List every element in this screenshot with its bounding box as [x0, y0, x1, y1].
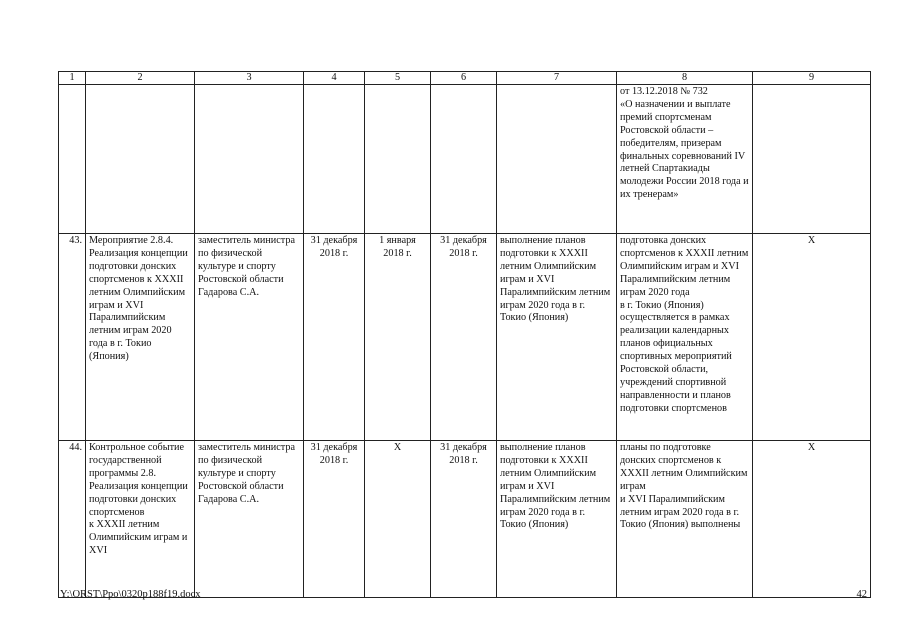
actual-start-cell: Х — [365, 441, 431, 598]
report-table — [58, 71, 871, 598]
col9-cell — [753, 85, 871, 234]
header-cell: 6 — [431, 72, 497, 85]
planned-result-cell — [497, 85, 617, 234]
event-cell — [86, 85, 195, 234]
col9-cell: Х — [753, 441, 871, 598]
planned-start-cell — [304, 85, 365, 234]
row-number: 44. — [59, 441, 86, 598]
planned-result-cell: выполнение планов подготовки к XXXII летним Олимпийским играм и XVI Паралимпийским летним играм 2020 года в г. Токио (Япония) — [497, 441, 617, 598]
planned-end-cell: 31 декабря 2018 г. — [431, 234, 497, 441]
header-cell: 3 — [195, 72, 304, 85]
actual-result-cell: планы по подготовке донских спортсменов к XXXII летним Олимпийским играм и XVI Паралимпийским летним играм 2020 года в г. Токио (Япония) выполнены — [617, 441, 753, 598]
row-number: 43. — [59, 234, 86, 441]
planned-result-cell: выполнение планов подготовки к XXXII летним Олимпийским играм и XVI Паралимпийским летним играм 2020 года в г. Токио (Япония) — [497, 234, 617, 441]
header-cell: 7 — [497, 72, 617, 85]
table-row — [59, 234, 871, 441]
table-row — [59, 441, 871, 598]
row-number — [59, 85, 86, 234]
event-cell: Мероприятие 2.8.4. Реализация концепции подготовки донских спортсменов к XXXII летним Олимпийским играм и XVI Паралимпийским летним играм 2020 года в г. Токио (Япония) — [86, 234, 195, 441]
header-cell: 2 — [86, 72, 195, 85]
event-cell: Контрольное событие государственной программы 2.8. Реализация концепции подготовки донских спортсменов к XXXII летним Олимпийским играм и XVI — [86, 441, 195, 598]
actual-result-cell: от 13.12.2018 № 732 «О назначении и выплате премий спортсменам Ростовской области – победителям, призерам финальных соревнований IV летней Спартакиады молодежи России 2018 года и их тренерам» — [617, 85, 753, 234]
page-number: 42 — [856, 589, 867, 600]
responsible-cell: заместитель министра по физической культуре и спорту Ростовской области Гадарова С.А. — [195, 441, 304, 598]
table-row — [59, 85, 871, 234]
col9-cell: Х — [753, 234, 871, 441]
planned-start-cell: 31 декабря 2018 г. — [304, 441, 365, 598]
planned-end-cell: 31 декабря 2018 г. — [431, 441, 497, 598]
header-cell: 8 — [617, 72, 753, 85]
header-cell: 5 — [365, 72, 431, 85]
table-header-row — [59, 72, 871, 85]
responsible-cell — [195, 85, 304, 234]
footer-file-path: Y:\ORST\Ppo\0320p188f19.docx — [60, 589, 201, 600]
header-cell: 9 — [753, 72, 871, 85]
actual-result-cell: подготовка донских спортсменов к XXXII летним Олимпийским играм и XVI Паралимпийским летним играм 2020 года в г. Токио (Япония) осуществляется в рамках реализации календарных планов официальных спортивных мероприятий Ростовской области, учреждений спортивной направленности и планов подготовки спортсменов — [617, 234, 753, 441]
header-cell: 4 — [304, 72, 365, 85]
responsible-cell: заместитель министра по физической культуре и спорту Ростовской области Гадарова С.А. — [195, 234, 304, 441]
actual-start-cell — [365, 85, 431, 234]
planned-start-cell: 31 декабря 2018 г. — [304, 234, 365, 441]
actual-start-cell: 1 января 2018 г. — [365, 234, 431, 441]
header-cell: 1 — [59, 72, 86, 85]
planned-end-cell — [431, 85, 497, 234]
